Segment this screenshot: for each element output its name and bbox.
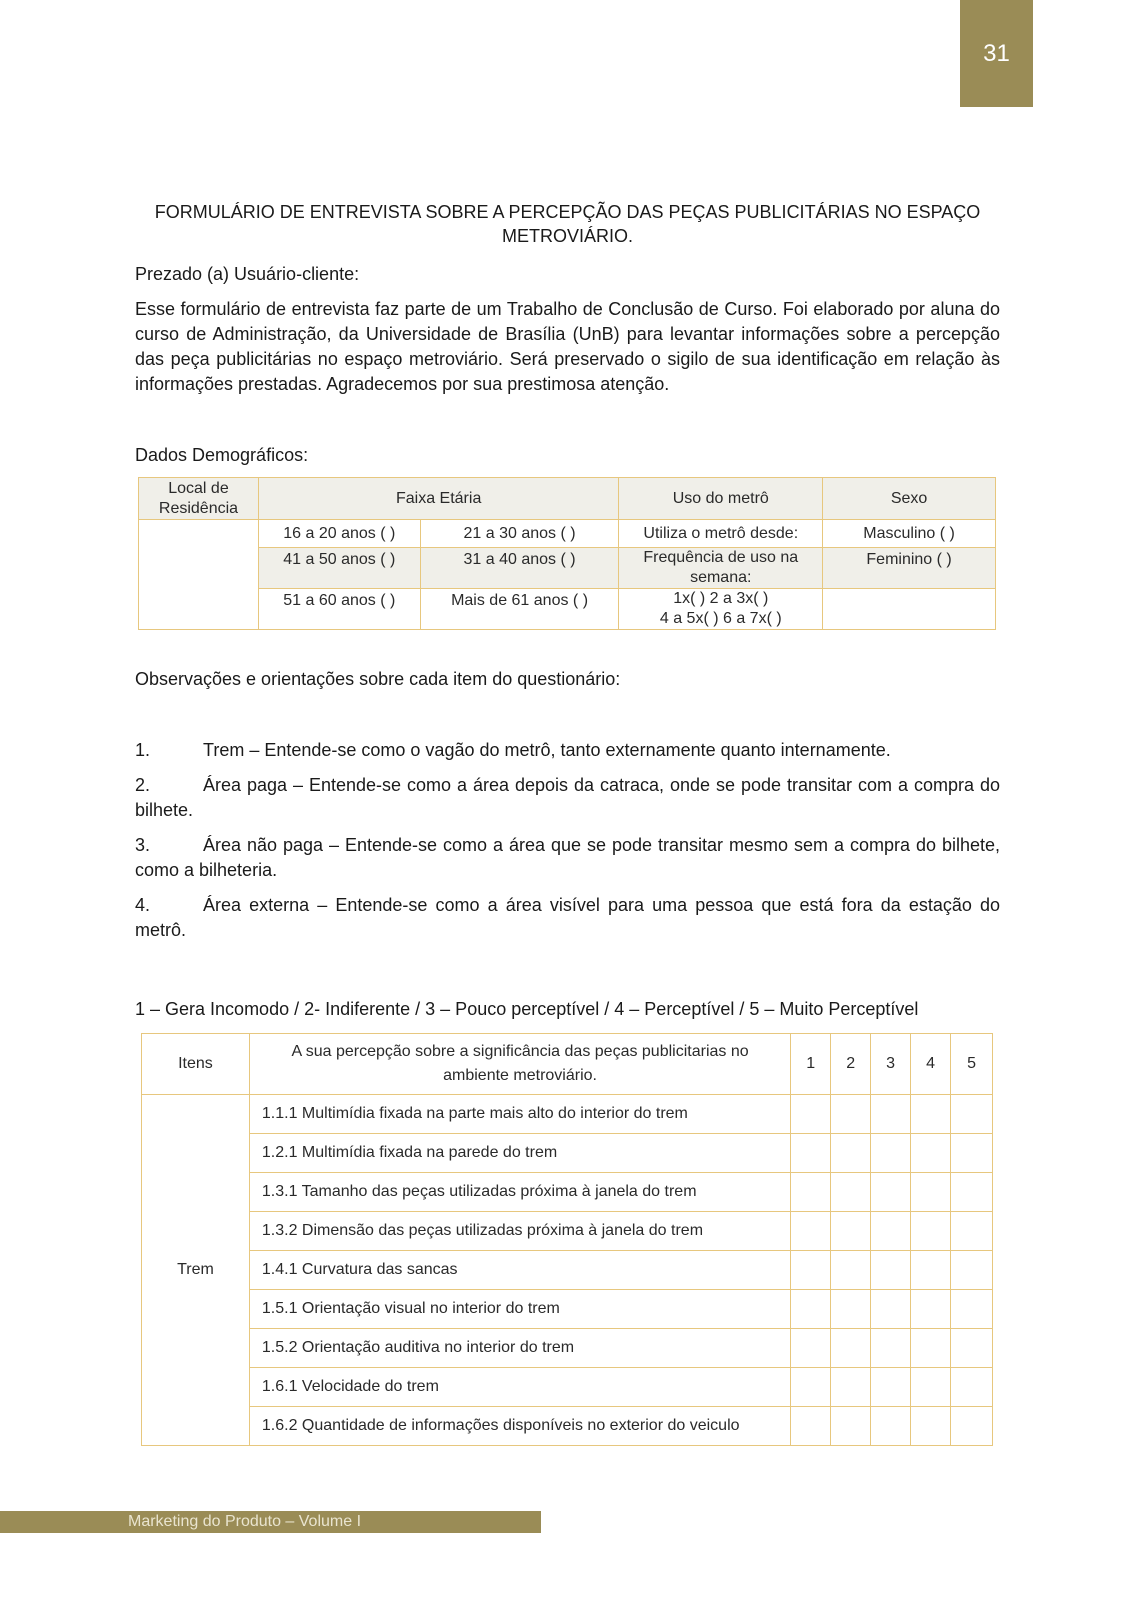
rating-cell-5[interactable] xyxy=(951,1134,993,1173)
page-number-tab xyxy=(960,0,1033,107)
sex-option-masculino[interactable]: Masculino ( ) xyxy=(823,520,996,548)
rating-cell-4[interactable] xyxy=(911,1251,951,1290)
rating-cell-5[interactable] xyxy=(951,1212,993,1251)
rating-cell-2[interactable] xyxy=(831,1134,871,1173)
age-option[interactable]: 21 a 30 anos ( ) xyxy=(420,520,619,548)
rating-item: 1.1.1 Multimídia fixada na parte mais alto do interior do trem xyxy=(249,1095,790,1134)
table-row xyxy=(142,1251,993,1290)
frequency-options-line2[interactable]: 4 a 5x( ) 6 a 7x( ) xyxy=(659,610,782,627)
scale-4-header: 4 xyxy=(911,1034,951,1095)
rating-table xyxy=(141,1033,993,1446)
rating-header-row xyxy=(142,1034,993,1095)
footer-text: Marketing do Produto – Volume I xyxy=(128,1513,362,1530)
rating-cell-1[interactable] xyxy=(791,1407,831,1446)
sex-option-feminino[interactable]: Feminino ( ) xyxy=(823,548,996,589)
local-residencia-cell[interactable] xyxy=(139,520,259,630)
table-row xyxy=(142,1173,993,1212)
table-row xyxy=(142,1407,993,1446)
rating-item: 1.6.2 Quantidade de informações disponíveis no exterior do veiculo xyxy=(249,1407,790,1446)
header-question: A sua percepção sobre a significância das peças publicitarias no ambiente metroviário. xyxy=(249,1034,790,1095)
rating-cell-4[interactable] xyxy=(911,1173,951,1212)
rating-cell-3[interactable] xyxy=(871,1095,911,1134)
rating-cell-4[interactable] xyxy=(911,1095,951,1134)
rating-item: 1.6.1 Velocidade do trem xyxy=(249,1368,790,1407)
demographics-row xyxy=(139,548,996,589)
rating-cell-4[interactable] xyxy=(911,1290,951,1329)
rating-cell-1[interactable] xyxy=(791,1095,831,1134)
rating-cell-4[interactable] xyxy=(911,1212,951,1251)
rating-cell-5[interactable] xyxy=(951,1290,993,1329)
rating-cell-4[interactable] xyxy=(911,1134,951,1173)
intro-paragraph: Esse formulário de entrevista faz parte de um Trabalho de Conclusão de Curso. Foi elaborado por aluna do curso de Administração, da Universidade de Brasília (UnB) para levantar informações sobre a percepção das peça publicitárias no espaço metroviário. Será preservado o sigilo de sua identificação em relação às informações prestadas. Agradecemos por sua prestimosa atenção. xyxy=(135,299,1000,394)
rating-cell-5[interactable] xyxy=(951,1407,993,1446)
rating-cell-5[interactable] xyxy=(951,1251,993,1290)
rating-cell-3[interactable] xyxy=(871,1134,911,1173)
header-local-residencia: Local de Residência xyxy=(139,478,259,520)
rating-item: 1.3.2 Dimensão das peças utilizadas próxima à janela do trem xyxy=(249,1212,790,1251)
rating-cell-1[interactable] xyxy=(791,1173,831,1212)
header-faixa-etaria: Faixa Etária xyxy=(258,478,618,520)
rating-item: 1.5.2 Orientação auditiva no interior do trem xyxy=(249,1329,790,1368)
age-option[interactable]: 41 a 50 anos ( ) xyxy=(258,548,420,589)
scale-legend: 1 – Gera Incomodo / 2- Indiferente / 3 – Pouco perceptível / 4 – Perceptível / 5 – Muito Perceptível xyxy=(135,999,919,1019)
frequency-options[interactable] xyxy=(619,589,823,630)
rating-cell-1[interactable] xyxy=(791,1134,831,1173)
table-row xyxy=(142,1290,993,1329)
rating-cell-5[interactable] xyxy=(951,1329,993,1368)
greeting: Prezado (a) Usuário-cliente: xyxy=(135,264,360,284)
list-item: 3. Área não paga – Entende-se como a área que se pode transitar mesmo sem a compra do bilhete, como a bilheteria. xyxy=(135,835,1000,880)
rating-cell-3[interactable] xyxy=(871,1407,911,1446)
list-item: 2. Área paga – Entende-se como a área depois da catraca, onde se pode transitar com a compra do bilhete. xyxy=(135,775,1000,820)
rating-item: 1.2.1 Multimídia fixada na parede do trem xyxy=(249,1134,790,1173)
observations-heading: Observações e orientações sobre cada item do questionário: xyxy=(135,669,621,689)
frequency-options-line1[interactable]: 1x( ) 2 a 3x( ) xyxy=(673,590,769,607)
rating-cell-2[interactable] xyxy=(831,1329,871,1368)
table-row xyxy=(142,1134,993,1173)
rating-cell-2[interactable] xyxy=(831,1368,871,1407)
rating-item: 1.3.1 Tamanho das peças utilizadas próxima à janela do trem xyxy=(249,1173,790,1212)
page-title: FORMULÁRIO DE ENTREVISTA SOBRE A PERCEPÇÃO DAS PEÇAS PUBLICITÁRIAS NO ESPAÇO METROVIÁRIO. xyxy=(154,202,981,246)
age-option[interactable]: 16 a 20 anos ( ) xyxy=(258,520,420,548)
demographics-row xyxy=(139,520,996,548)
table-row xyxy=(142,1368,993,1407)
demographics-heading: Dados Demográficos: xyxy=(135,445,309,465)
list-item: 4. Área externa – Entende-se como a área visível para uma pessoa que está fora da estação do metrô. xyxy=(135,895,1000,940)
rating-cell-5[interactable] xyxy=(951,1368,993,1407)
rating-cell-3[interactable] xyxy=(871,1212,911,1251)
group-label-trem: Trem xyxy=(142,1095,250,1446)
rating-cell-1[interactable] xyxy=(791,1329,831,1368)
rating-cell-1[interactable] xyxy=(791,1368,831,1407)
age-option[interactable]: 31 a 40 anos ( ) xyxy=(420,548,619,589)
table-row xyxy=(142,1212,993,1251)
rating-cell-4[interactable] xyxy=(911,1368,951,1407)
rating-cell-2[interactable] xyxy=(831,1173,871,1212)
demographics-row xyxy=(139,589,996,630)
scale-1-header: 1 xyxy=(791,1034,831,1095)
rating-cell-2[interactable] xyxy=(831,1407,871,1446)
rating-cell-5[interactable] xyxy=(951,1173,993,1212)
rating-cell-4[interactable] xyxy=(911,1407,951,1446)
rating-cell-1[interactable] xyxy=(791,1290,831,1329)
demographics-table xyxy=(138,477,996,630)
rating-cell-3[interactable] xyxy=(871,1173,911,1212)
scale-2-header: 2 xyxy=(831,1034,871,1095)
rating-item: 1.4.1 Curvatura das sancas xyxy=(249,1251,790,1290)
scale-5-header: 5 xyxy=(951,1034,993,1095)
observations-list xyxy=(135,738,1000,953)
rating-cell-3[interactable] xyxy=(871,1368,911,1407)
rating-cell-2[interactable] xyxy=(831,1212,871,1251)
rating-cell-4[interactable] xyxy=(911,1329,951,1368)
table-row xyxy=(142,1329,993,1368)
rating-cell-3[interactable] xyxy=(871,1251,911,1290)
rating-item: 1.5.1 Orientação visual no interior do trem xyxy=(249,1290,790,1329)
rating-cell-5[interactable] xyxy=(951,1095,993,1134)
rating-cell-1[interactable] xyxy=(791,1212,831,1251)
age-option[interactable]: Mais de 61 anos ( ) xyxy=(420,589,619,630)
scale-3-header: 3 xyxy=(871,1034,911,1095)
rating-cell-1[interactable] xyxy=(791,1251,831,1290)
rating-cell-2[interactable] xyxy=(831,1095,871,1134)
page-number: 31 xyxy=(983,39,1010,67)
table-row xyxy=(142,1095,993,1134)
frequency-label: Frequência de uso na semana: xyxy=(619,548,823,589)
header-itens: Itens xyxy=(142,1034,250,1095)
rating-cell-3[interactable] xyxy=(871,1329,911,1368)
list-item: 1. Trem – Entende-se como o vagão do metrô, tanto externamente quanto internamente. xyxy=(135,740,891,760)
rating-cell-3[interactable] xyxy=(871,1290,911,1329)
header-uso-metro: Uso do metrô xyxy=(619,478,823,520)
rating-cell-2[interactable] xyxy=(831,1251,871,1290)
metro-since-field[interactable]: Utiliza o metrô desde: xyxy=(619,520,823,548)
age-option[interactable]: 51 a 60 anos ( ) xyxy=(258,589,420,630)
empty-cell xyxy=(823,589,996,630)
rating-cell-2[interactable] xyxy=(831,1290,871,1329)
header-sexo: Sexo xyxy=(823,478,996,520)
footer-bar xyxy=(0,1511,541,1533)
demographics-header-row xyxy=(139,478,996,520)
